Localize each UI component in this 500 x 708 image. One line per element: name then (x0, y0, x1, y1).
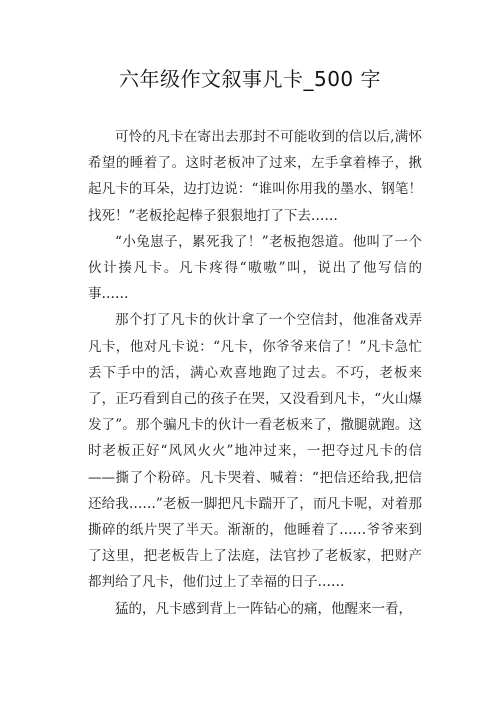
paragraph: 可怜的凡卡在寄出去那封不可能收到的信以后,满怀希望的睡着了。这时老板冲了过来，左手拿着棒子，揪起凡卡的耳朵，边打边说：“谁叫你用我的墨水、钢笔！找死！”老板抡起棒子狠狠地打了下去…… (88, 129, 422, 224)
document-body (88, 124, 422, 622)
document-title: 六年级作文叙事凡卡_500 字 (118, 67, 382, 91)
paragraph: 那个打了凡卡的伙计拿了一个空信封，他准备戏弄凡卡，他对凡卡说：“凡卡，你爷爷来信了！”凡卡急忙丢下手中的活，满心欢喜地跑了过去。不巧，老板来了，正巧看到自己的孩子在哭，又没看到凡卡，“火山爆发了”。那个骗凡卡的伙计一看老板来了，撒腿就跑。这时老板正好“风风火火”地冲过来，一把夺过凡卡的信——撕了个粉碎。凡卡哭着、喊着：“把信还给我,把信还给我……”老板一脚把凡卡踹开了，而凡卡呢，对着那撕碎的纸片哭了半天。渐渐的，他睡着了……爷爷来到了这里，把老板告上了法庭，法官抄了老板家，把财产都判给了凡卡，他们过上了幸福的日子…… (88, 312, 422, 591)
paragraph: “小兔崽子，累死我了！”老板抱怨道。他叫了一个伙计揍凡卡。凡卡疼得“嗷嗷”叫，说出了他写信的事…… (88, 233, 422, 303)
paragraph: 猛的，凡卡感到背上一阵钻心的痛，他醒来一看， (115, 600, 412, 617)
